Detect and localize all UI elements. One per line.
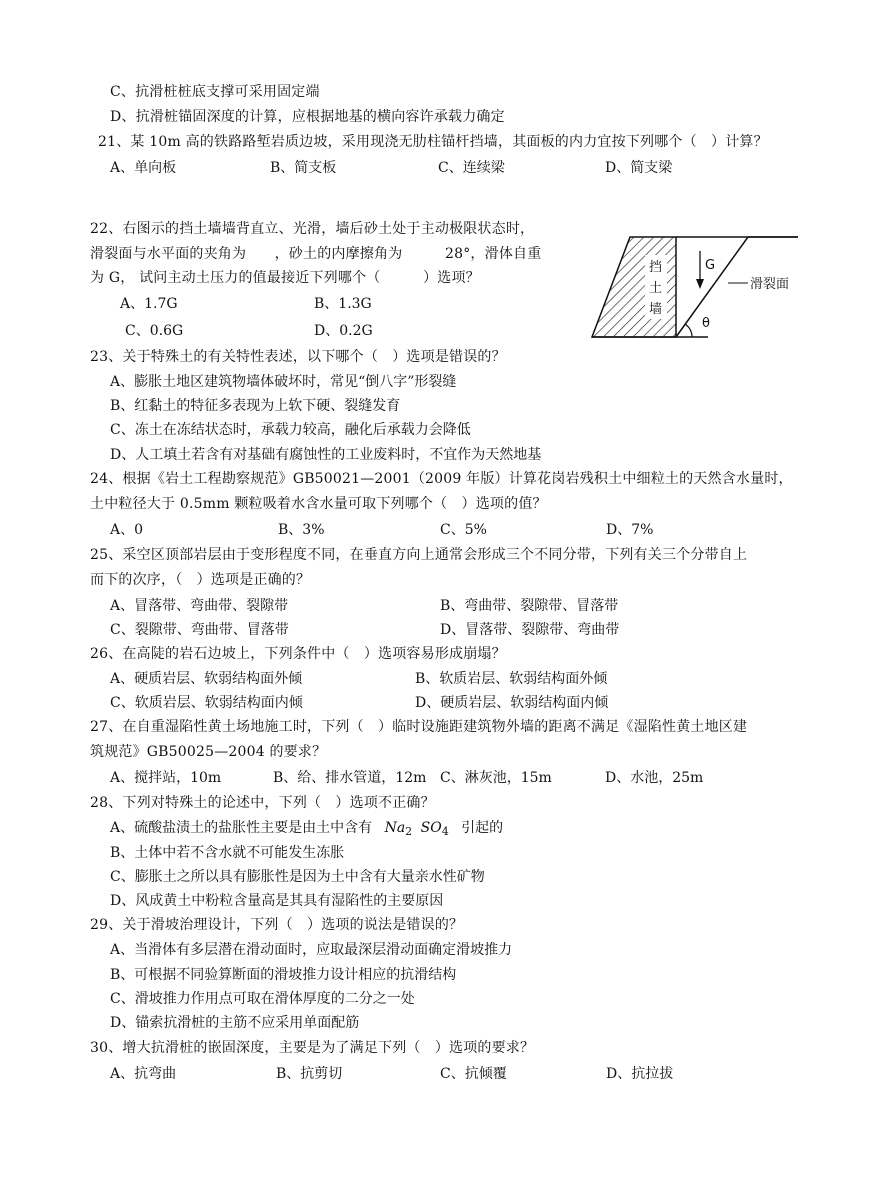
q30-option-d: D、抗拉拔 [606,1066,674,1082]
q30-option-a: A、抗弯曲 [110,1066,177,1082]
q28-formula-so: SO [420,820,442,836]
q22-stem-line3: 为 G， 试问主动土压力的值最接近下列哪个（ ）选项？ [90,270,480,286]
q20-option-d: D、抗滑桩锚固深度的计算，应根据地基的横向容许承载力确定 [110,109,505,125]
q27-option-c: C、淋灰池，15m [440,770,552,786]
q23-option-d: D、人工填土若含有对基础有腐蚀性的工业废料时，不宜作为天然地基 [110,447,542,463]
q27-stem-line2: 筑规范》GB50025—2004 的要求？ [90,744,327,760]
q28-option-a-prefix: A、硫酸盐渍土的盐胀性主要是由土中含有 [110,820,373,836]
q22-option-d: D、0.2G [314,323,373,339]
q26-option-d: D、硬质岩层、软弱结构面内倾 [415,695,609,711]
q25-stem-line1: 25、采空区顶部岩层由于变形程度不同，在垂直方向上通常会形成三个不同分带，下列有关三个分带自上 [90,547,748,563]
q29-stem: 29、关于滑坡治理设计，下列（ ）选项的说法是错误的？ [90,917,464,933]
q29-option-c: C、滑坡推力作用点可取在滑体厚度的二分之一处 [110,991,415,1007]
q23-stem: 23、关于特殊土的有关特性表述，以下哪个（ ）选项是错误的？ [90,349,506,365]
q24-option-a: A、0 [110,522,144,538]
q20-option-c: C、抗滑桩桩底支撑可采用固定端 [110,84,320,100]
q28-option-b: B、土体中若不含水就不可能发生冻胀 [110,845,345,861]
wall-label-3: 墙 [649,302,663,317]
q26-stem: 26、在高陡的岩石边坡上，下列条件中（ ）选项容易形成崩塌？ [90,646,506,662]
q25-stem-line2: 而下的次序，（ ）选项是正确的？ [90,572,311,588]
q22-stem-line2: 滑裂面与水平面的夹角为 ，砂土的内摩擦角为 28°，滑体自重 [90,246,542,262]
q30-option-c: C、抗倾覆 [440,1066,507,1082]
q26-option-c: C、软质岩层、软弱结构面内倾 [110,695,303,711]
q21-stem: 21、某 10m 高的铁路路堑岩质边坡，采用现浇无肋柱锚杆挡墙，其面板的内力宜按下列哪个（ ）计算？ [98,134,768,150]
q24-stem-line1: 24、根据《岩土工程勘察规范》GB50021—2001（2009 年版）计算花岗岩残积土中细粒土的天然含水量时， [90,471,793,487]
q27-option-b: B、给、排水管道，12m [273,770,427,786]
q28-stem: 28、下列对特殊土的论述中，下列（ ）选项不正确？ [90,795,435,811]
q24-option-d: D、7% [606,522,654,538]
q26-option-b: B、软质岩层、软弱结构面外倾 [415,671,608,687]
weight-arrow-head [696,279,704,289]
q21-option-d: D、简支梁 [605,160,673,176]
q21-option-a: A、单向板 [110,160,177,176]
q27-option-d: D、水池，25m [605,770,704,786]
slip-surface-line [676,237,748,337]
q28-option-a-suffix: 引起的 [461,820,504,836]
q24-option-b: B、3% [278,522,325,538]
angle-label: θ [702,316,710,331]
q23-option-a: A、膨胀土地区建筑物墙体破坏时，常见“倒八字”形裂缝 [110,374,457,390]
q29-option-b: B、可根据不同验算断面的滑坡推力设计相应的抗滑结构 [110,967,457,983]
wall-label-1: 挡 [649,260,663,275]
q28-formula-sub2: 2 [405,825,413,838]
q28-option-c: C、膨胀土之所以具有膨胀性是因为土中含有大量亲水性矿物 [110,869,485,885]
q23-option-c: C、冻土在冻结状态时，承载力较高，融化后承载力会降低 [110,422,471,438]
q23-option-b: B、红黏土的特征多表现为上软下硬、裂缝发育 [110,398,401,414]
q25-option-d: D、冒落带、裂隙带、弯曲带 [440,622,620,638]
q28-option-a [110,819,503,838]
q26-option-a: A、硬质岩层、软弱结构面外倾 [110,671,303,687]
q27-option-a: A、搅拌站，10m [110,770,222,786]
q24-stem-line2: 土中粒径大于 0.5mm 颗粒吸着水含水量可取下列哪个（ ）选项的值？ [90,496,547,512]
slip-surface-label: 滑裂面 [750,277,790,292]
q28-formula-sub4: 4 [441,825,449,838]
q22-option-a: A、1.7G [120,296,178,312]
q29-option-a: A、当滑体有多层潜在滑动面时，应取最深层滑动面确定滑坡推力 [110,942,513,958]
q27-stem-line1: 27、在自重湿陷性黄土场地施工时，下列（ ）临时设施距建筑物外墙的距离不满足《湿陷性黄土地区建 [90,719,748,735]
q30-option-b: B、抗剪切 [276,1066,343,1082]
q22-option-c: C、0.6G [125,323,184,339]
q22-stem-line1: 22、右图示的挡土墙墙背直立、光滑，墙后砂土处于主动极限状态时， [90,221,535,237]
q29-option-d: D、锚索抗滑桩的主筋不应采用单面配筋 [110,1015,360,1031]
q25-option-c: C、裂隙带、弯曲带、冒落带 [110,622,289,638]
q25-option-b: B、弯曲带、裂隙带、冒落带 [440,598,619,614]
q28-option-d: D、风成黄土中粉粒含量高是其具有湿陷性的主要原因 [110,893,444,909]
q28-formula-na: Na [384,820,406,836]
q25-option-a: A、冒落带、弯曲带、裂隙带 [110,598,289,614]
q30-stem: 30、增大抗滑桩的嵌固深度，主要是为了满足下列（ ）选项的要求？ [90,1040,535,1056]
weight-label: G [705,258,716,273]
q21-option-c: C、连续梁 [438,160,505,176]
wall-label-2: 土 [649,281,663,296]
q21-option-b: B、简支板 [270,160,337,176]
q24-option-c: C、5% [440,522,487,538]
q22-option-b: B、1.3G [314,296,372,312]
retaining-wall-figure [588,233,798,341]
angle-arc [685,324,692,337]
